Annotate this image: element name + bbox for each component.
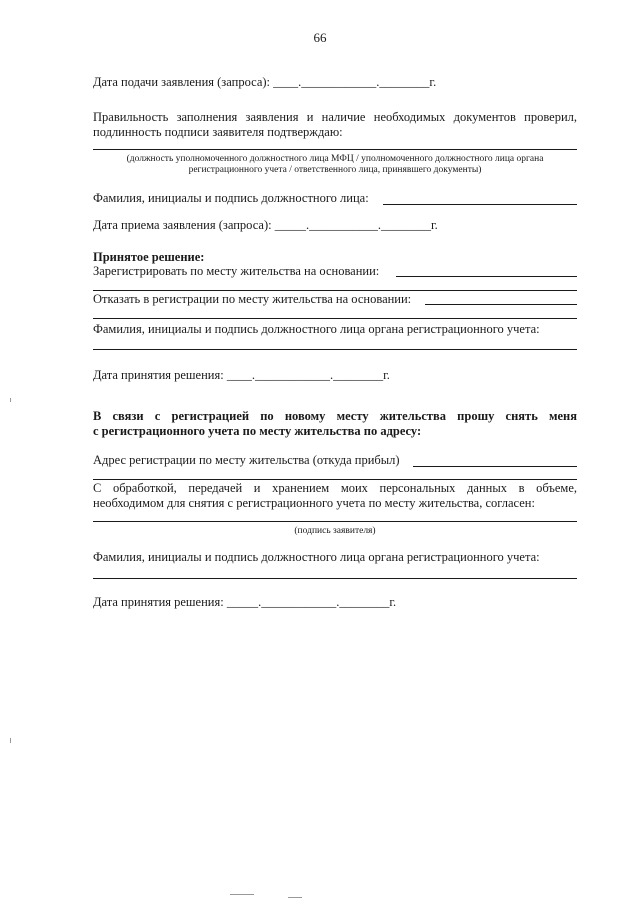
previous-address-line-2 (93, 479, 577, 480)
official-position-caption-1: (должность уполномоченного должностного лица МФЦ / уполномоченного должностного лица органа (126, 154, 544, 164)
deregistration-request-line-2: с регистрационного учета по месту жительства по адресу: (93, 424, 422, 438)
register-basis-label: Зарегистрировать по месту жительства на основании: (93, 264, 380, 278)
submission-date-field: Дата подачи заявления (запроса): ____.____________.________г. (93, 75, 437, 89)
receipt-date-field: Дата приема заявления (запроса): _____.___________.________г. (93, 218, 438, 232)
scan-speck (10, 398, 11, 402)
official-name-signature-label: Фамилия, инициалы и подпись должностного лица: (93, 191, 369, 205)
decision-heading: Принятое решение: (93, 250, 205, 264)
verification-text-line-1: Правильность заполнения заявления и наличие необходимых документов проверил, (93, 110, 577, 124)
scan-speck (10, 738, 11, 743)
previous-address-label: Адрес регистрации по месту жительства (откуда прибыл) (93, 453, 400, 467)
page-number: 66 (313, 30, 327, 45)
consent-text-line-1: С обработкой, передачей и хранением моих персональных данных в объеме, (93, 481, 577, 495)
register-basis-line (396, 276, 577, 277)
registration-official-signature-line-2 (93, 578, 577, 579)
scan-speck (230, 894, 254, 895)
decision-date-field-2: Дата принятия решения: _____.____________.________г. (93, 595, 397, 609)
refuse-basis-label: Отказать в регистрации по месту жительства на основании: (93, 292, 412, 306)
register-basis-line-2 (93, 290, 577, 291)
refuse-basis-line (425, 304, 577, 305)
decision-date-field-1: Дата принятия решения: ____.____________.________г. (93, 368, 390, 382)
verification-text-line-2: подлинность подписи заявителя подтверждаю: (93, 125, 343, 139)
refuse-basis-line-2 (93, 318, 577, 319)
registration-official-signature-label-1: Фамилия, инициалы и подпись должностного лица органа регистрационного учета: (93, 322, 540, 336)
registration-official-signature-line-1 (93, 349, 577, 350)
consent-text-line-2: необходимом для снятия с регистрационного учета по месту жительства, согласен: (93, 496, 535, 510)
scan-speck (288, 897, 302, 898)
deregistration-request-line-1: В связи с регистрацией по новому месту жительства прошу снять меня (93, 409, 577, 423)
applicant-signature-caption: (подпись заявителя) (294, 526, 376, 536)
previous-address-line (413, 466, 577, 467)
official-position-line (93, 149, 577, 150)
official-position-caption-2: регистрационного учета / ответственного лица, принявшего документы) (188, 165, 482, 175)
official-name-signature-line (383, 204, 577, 205)
registration-official-signature-label-2: Фамилия, инициалы и подпись должностного лица органа регистрационного учета: (93, 550, 540, 564)
applicant-signature-line (93, 521, 577, 522)
